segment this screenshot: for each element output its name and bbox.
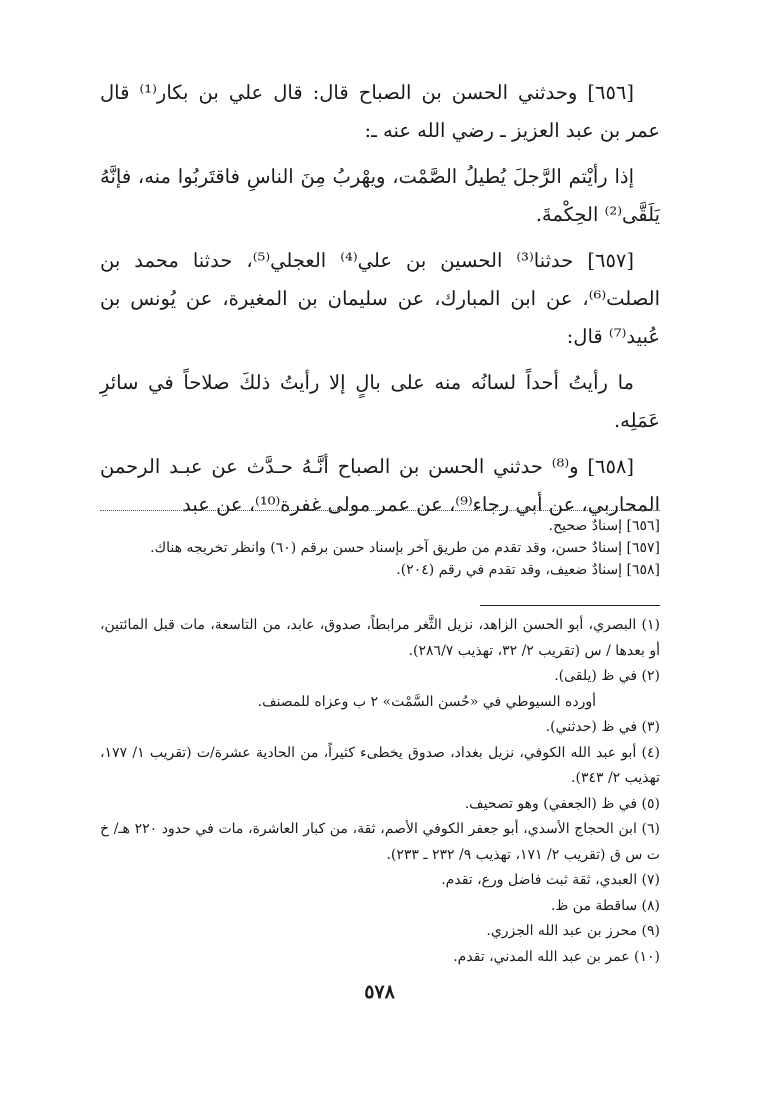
narration-657: [٦٥٧] حدثنا⁽³⁾ الحسين بن علي⁽⁴⁾ العجلي⁽⁵⁾، حدثنا محمد بن الصلت⁽⁶⁾، عن ابن المبارك، عن سليمان بن المغيرة، عن يُونس بن عُبيد⁽⁷⁾ قال: (100, 249, 660, 348)
grade-656: [٦٥٦] إسنادٌ صحيح. (548, 518, 660, 534)
footnote-4: (٤) أبو عبد الله الكوفي، نزيل بغداد، صدوق يخطىء كثيراً، من الحادية عشرة/ت (تقريب ١/ ١٧٧، تهذيب ٢/ ٣٤٣). (100, 744, 661, 786)
quote-657: ما رأيتُ أحداً لسانُه منه على بالٍ إلا رأيتُ ذلكَ صلاحاً في سائرِ عَمَلِه. (100, 371, 660, 432)
footnote-5: (٥) في ظ (الجعفي) وهو تصحيف. (464, 795, 660, 812)
footnote-1: (١) البصري، أبو الحسن الزاهد، نزيل الثَّغر مرابطاً، صدوق، عابد، من التاسعة، مات قبل المائتين، أو بعدها / س (تقريب ٢/ ٣٢، تهذيب ٢٨٦/٧). (100, 617, 660, 659)
footnotes (100, 613, 660, 970)
footnote-8: (٨) ساقطة من ظ. (550, 897, 660, 914)
footnote-9: (٩) محرز بن عبد الله الجزري. (486, 923, 660, 939)
quote-656: إذا رأيْتم الرَّجلَ يُطيلُ الصَّمْت، ويهْربُ مِنَ الناسِ فاقتَربُوا منه، فإنَّهُ يَلَقَّى⁽²⁾ الحِكْمةَ. (100, 165, 660, 226)
page-number: ٥٧٨ (364, 981, 395, 1003)
footnote-2: (٢) في ظ (يلقى). (554, 668, 660, 684)
footnote-10: (١٠) عمر بن عبد الله المدني، تقدم. (453, 948, 660, 965)
footnote-6: (٦) ابن الحجاج الأسدي، أبو جعفر الكوفي الأصم، ثقة، من كبار العاشرة، مات في حدود ٢٢٠ هـ/ خ ت س ق (تقريب ٢/ ١٧١، تهذيب ٩/ ٢٣٢ ـ ٢٣٣). (100, 821, 661, 863)
footnote-2-remark: أورده السيوطي في «حُسن السَّمْت» ٢ ب وعزاه للمصنف. (257, 693, 596, 710)
footnote-3: (٣) في ظ (حدثني). (545, 719, 660, 735)
isnad-grades (100, 510, 660, 581)
grade-657: [٦٥٧] إسنادٌ حسن، وقد تقدم من طريق آخر بإسناد حسن برقم (٦٠) وانظر تخريجه هناك. (150, 540, 660, 556)
grade-658: [٦٥٨] إسنادٌ ضعيف، وقد تقدم في رقم (٢٠٤). (396, 562, 660, 578)
narration-658: [٦٥٨] و⁽⁸⁾ حدثني الحسن بن الصباح أنَّـهُ حـدَّث عن عبـد الرحمن المحاربي، عن أبي رجاء⁽⁹⁾، عن عمر مولى غفرة⁽¹⁰⁾، عن عبد (100, 455, 660, 516)
narration-656: [٦٥٦] وحدثني الحسن بن الصباح قال: قال علي بن بكار⁽¹⁾ قال عمر بن عبد العزيز ـ رضي الله عنه ـ: (100, 81, 660, 142)
footnote-7: (٧) العبدي، ثقة ثبت فاضل ورع، تقدم. (441, 872, 660, 888)
main-text (100, 74, 660, 524)
footnote-divider (480, 605, 660, 606)
